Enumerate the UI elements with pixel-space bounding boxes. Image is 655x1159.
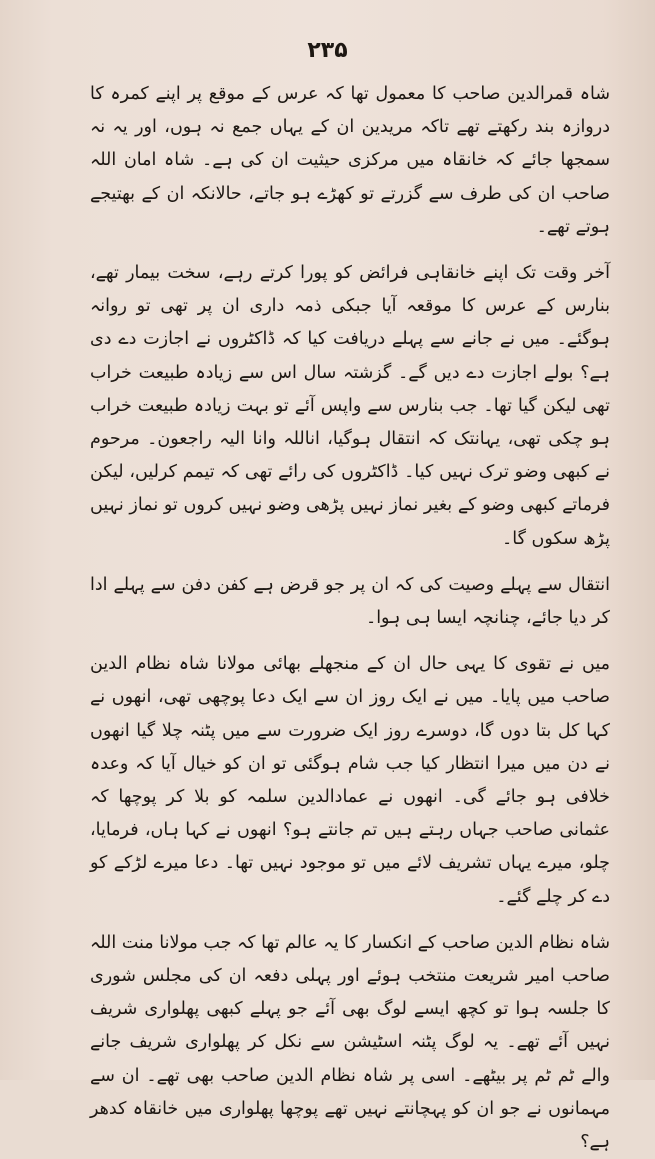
page-number: ۲۳۵: [307, 38, 348, 63]
paragraph-3: انتقال سے پہلے وصیت کی کہ ان پر جو قرض ہے کفن دفن سے پہلے ادا کر دیا جائے، چنانچہ ایسا ہی ہوا۔: [90, 574, 610, 629]
paragraph-5: شاہ نظام الدین صاحب کے انکسار کا یہ عالم تھا کہ جب مولانا منت اللہ صاحب امیر شریعت منتخب ہوئے اور پہلی دفعہ ان کی مجلس شوری کا جلسہ ہوا تو کچھ ایسے لوگ بھی آئے جو پہلے کبھی پھلواری شریف نہیں آئے تھے۔ یہ لوگ پٹنہ اسٹیشن سے نکل کر پھلواری شریف جانے والے ٹم ٹم پر بیٹھے۔ اسی پر شاہ نظام الدین صاحب بھی تھے۔ ان سے مہمانوں نے جو ان کو پہچانتے نہیں تھے پوچھا پھلواری میں خانقاہ کدھر ہے؟: [90, 932, 610, 1153]
paragraph-1: شاہ قمرالدین صاحب کا معمول تھا کہ عرس کے موقع پر اپنے کمرہ کا دروازہ بند رکھتے تھے تاکہ مریدین ان کے یہاں جمع نہ ہوں، اور یہ نہ سمجھا جائے کہ خانقاہ میں مرکزی حیثیت ان کی ہے۔ شاہ امان اللہ صاحب ان کی طرف سے گزرتے تو کھڑے ہو جاتے، حالانکہ ان کے بھتیجے ہوتے تھے۔: [90, 84, 610, 237]
paragraph-4: میں نے تقوی کا یہی حال ان کے منجھلے بھائی مولانا شاہ نظام الدین صاحب میں پایا۔ میں نے ایک روز ان سے ایک دعا پوچھی تھی، انھوں نے کہا کل بتا دوں گا، دوسرے روز ایک ضرورت سے میں پٹنہ چلا گیا انھوں نے دن میں میرا انتظار کیا جب شام ہوگئی تو ان کو خیال آیا کہ وعدہ خلافی ہو جائے گی۔ انھوں نے عمادالدین سلمہ کو بلا کر پوچھا کہ عثمانی صاحب جہاں رہتے ہیں تم جانتے ہو؟ انھوں نے کہا ہاں، فرمایا، چلو، میرے یہاں تشریف لائے میں تو موجود نہیں تھا۔ دعا میرے لڑکے کو دے کر چلے گئے۔: [90, 654, 610, 907]
body-text: [90, 78, 610, 1159]
paragraph-2: آخر وقت تک اپنے خانقاہی فرائض کو پورا کرتے رہے، سخت بیمار تھے، بنارس کے عرس کا موقعہ آیا جبکی ذمہ داری ان پر تھی تو روانہ ہوگئے۔ میں نے جانے سے پہلے دریافت کیا کہ ڈاکٹروں نے اجازت دے دی ہے؟ بولے اجازت دے دیں گے۔ گزشتہ سال اس سے زیادہ طبیعت خراب تھی لیکن گیا تھا۔ جب بنارس سے واپس آئے تو بہت زیادہ طبیعت خراب ہو چکی تھی، یہانتک کہ انتقال ہوگیا، اناللہ وانا الیہ راجعون۔ مرحوم نے کبھی وضو ترک نہیں کیا۔ ڈاکٹروں کی رائے تھی کہ تیمم کرلیں، لیکن فرماتے کبھی وضو کے بغیر نماز نہیں پڑھی وضو نہیں کروں تو نماز نہیں پڑھ سکوں گا۔: [90, 263, 610, 549]
